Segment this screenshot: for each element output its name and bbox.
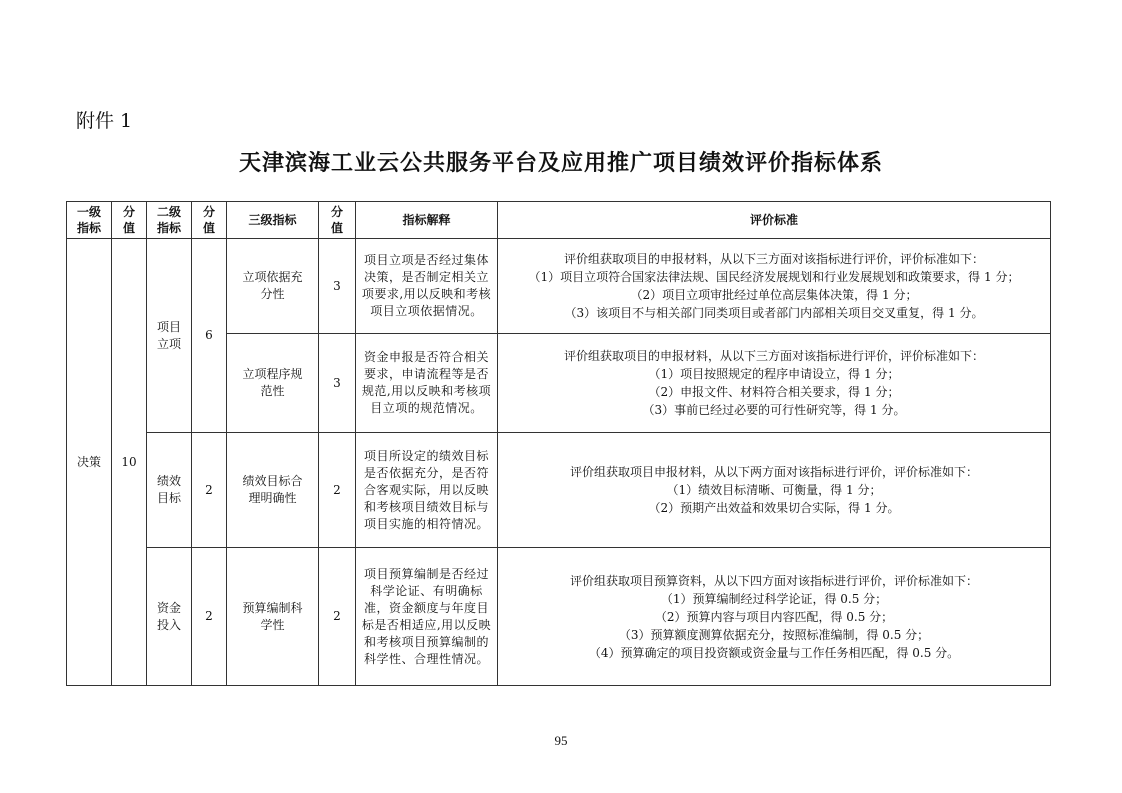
criteria-line: （1）项目按照规定的程序申请设立，得 1 分； [648, 367, 900, 381]
level2-score: 2 [192, 548, 227, 686]
table-row [67, 433, 1051, 548]
level1-score: 10 [112, 239, 147, 686]
indicator-explanation: 项目预算编制是否经过科学论证、有明确标准，资金额度与年度目标是否相适应,用以反映和考核项目预算编制的科学性、合理性情况。 [356, 548, 498, 686]
header-explanation: 指标解释 [356, 202, 498, 239]
level3-name: 立项依据充 分性 [227, 239, 319, 334]
level3-name: 预算编制科 学性 [227, 548, 319, 686]
evaluation-criteria [498, 334, 1051, 433]
criteria-line: （2）项目立项审批经过单位高层集体决策，得 1 分； [630, 288, 918, 302]
header-level2: 二级 指标 [147, 202, 192, 239]
level2-score: 2 [192, 433, 227, 548]
criteria-line: 评价组获取项目申报材料，从以下两方面对该指标进行评价，评价标准如下： [569, 465, 978, 479]
criteria-line: （2）预算内容与项目内容匹配，得 0.5 分； [654, 609, 894, 624]
criteria-line: 评价组获取项目预算资料，从以下四方面对该指标进行评价，评价标准如下： [569, 573, 978, 588]
indicator-explanation: 项目所设定的绩效目标是否依据充分，是否符合客观实际，用以反映和考核项目绩效目标与项目实施的相符情况。 [356, 433, 498, 548]
header-score1: 分 值 [112, 202, 147, 239]
criteria-line: 评价组获取项目的申报材料，从以下三方面对该指标进行评价，评价标准如下： [563, 349, 984, 363]
header-criteria: 评价标准 [498, 202, 1051, 239]
attachment-label: 附件 1 [76, 110, 133, 132]
level3-score: 2 [319, 433, 356, 548]
indicator-table [66, 201, 1051, 686]
level3-score: 3 [319, 334, 356, 433]
header-score2: 分 值 [192, 202, 227, 239]
criteria-line: （3）该项目不与相关部门同类项目或者部门内部相关项目交叉重复，得 1 分。 [564, 306, 984, 320]
evaluation-criteria [498, 433, 1051, 548]
document-title: 天津滨海工业云公共服务平台及应用推广项目绩效评价指标体系 [238, 150, 883, 176]
criteria-line: （2）预期产出效益和效果切合实际，得 1 分。 [648, 501, 900, 515]
header-level3: 三级指标 [227, 202, 319, 239]
level3-name: 立项程序规 范性 [227, 334, 319, 433]
table-header-row [67, 202, 1051, 239]
header-score3: 分 值 [319, 202, 356, 239]
criteria-line: （1）预算编制经过科学论证，得 0.5 分； [660, 591, 888, 606]
page-number: 95 [554, 733, 568, 748]
criteria-line: 评价组获取项目的申报材料，从以下三方面对该指标进行评价，评价标准如下： [563, 252, 984, 266]
table-row [67, 239, 1051, 334]
level3-name: 绩效目标合 理明确性 [227, 433, 319, 548]
table-row [67, 548, 1051, 686]
level1-name: 决策 [67, 239, 112, 686]
criteria-line: （3）预算额度测算依据充分，按照标准编制，得 0.5 分； [618, 627, 930, 642]
criteria-line: （1）项目立项符合国家法律法规、国民经济发展规划和行业发展规划和政策要求，得 1 分； [528, 270, 1020, 284]
criteria-line: （3）事前已经过必要的可行性研究等，得 1 分。 [642, 403, 906, 417]
criteria-line: （1）绩效目标清晰、可衡量，得 1 分； [666, 483, 882, 497]
evaluation-criteria [498, 548, 1051, 686]
header-level1: 一级 指标 [67, 202, 112, 239]
level3-score: 2 [319, 548, 356, 686]
evaluation-criteria [498, 239, 1051, 334]
criteria-line: （4）预算确定的项目投资额或资金量与工作任务相匹配，得 0.5 分。 [588, 645, 960, 660]
indicator-explanation: 资金申报是否符合相关要求，申请流程等是否规范,用以反映和考核项目立项的规范情况。 [356, 334, 498, 433]
level2-name: 资金 投入 [147, 548, 192, 686]
level2-name: 绩效 目标 [147, 433, 192, 548]
level3-score: 3 [319, 239, 356, 334]
criteria-line: （2）申报文件、材料符合相关要求，得 1 分； [648, 385, 900, 399]
indicator-explanation: 项目立项是否经过集体决策，是否制定相关立项要求,用以反映和考核项目立项依据情况。 [356, 239, 498, 334]
level2-score: 6 [192, 239, 227, 433]
level2-name: 项目 立项 [147, 239, 192, 433]
